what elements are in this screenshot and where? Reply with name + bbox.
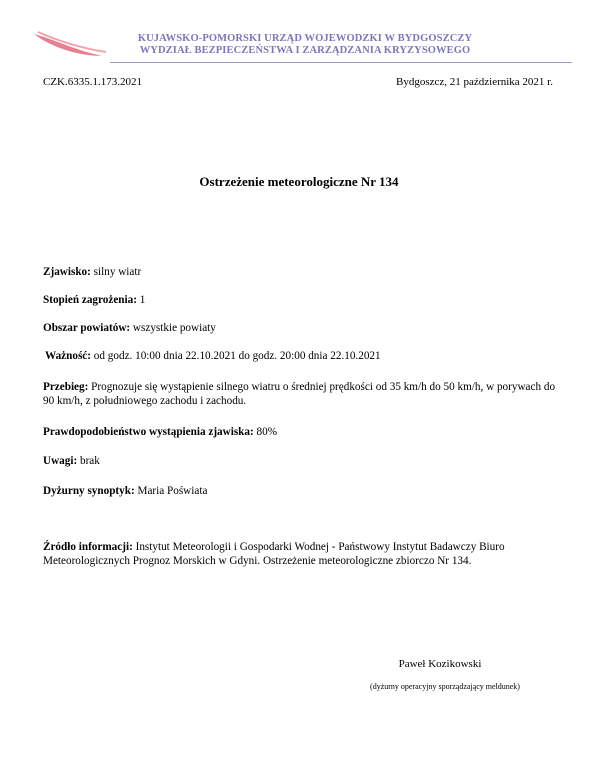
document-title: Ostrzeżenie meteorologiczne Nr 134 <box>199 174 399 189</box>
field-label: Dyżurny synoptyk: <box>43 485 135 497</box>
field-label: Obszar powiatów: <box>43 322 131 334</box>
reference-number: CZK.6335.1.173.2021 <box>43 76 142 88</box>
field-zjawisko <box>43 265 563 279</box>
field-uwagi <box>43 454 563 468</box>
header-office-name: KUJAWSKO-POMORSKI URZĄD WOJEWODZKI W BYDGOSZCZY <box>137 33 473 44</box>
field-zrodlo-informacji <box>43 540 553 568</box>
field-label: Źródło informacji: <box>43 541 133 553</box>
field-value: 1 <box>136 294 146 306</box>
office-logo-swoosh <box>30 28 110 64</box>
field-stopien-zagrozenia <box>43 293 563 307</box>
field-prawdopodobienstwo <box>43 425 563 439</box>
field-value: Instytut Meteorologii i Gospodarki Wodnej - Państwowy Instytut Badawczy Biuro Meteorologicznych Prognoz Morskich w Gdyni. Ostrzeżenie meteorologiczne zbiorczo Nr 134. <box>43 541 505 567</box>
field-value: wszystkie powiaty <box>130 322 216 334</box>
field-label: Zjawisko: <box>43 266 91 278</box>
field-przebieg <box>43 380 558 408</box>
field-value: silny wiatr <box>90 266 142 278</box>
field-value: Prognozuje się wystąpienie silnego wiatru o średniej prędkości od 35 km/h do 50 km/h, w porywach do 90 km/h, z południowego zachodu i zachodu. <box>43 381 556 407</box>
field-waznosc <box>45 349 565 363</box>
signature-name: Paweł Kozikowski <box>398 658 482 670</box>
field-label: Ważność: <box>45 350 91 362</box>
signature-role: (dyżurny operacyjny sporządzający meldunek) <box>370 682 520 691</box>
place-date: Bydgoszcz, 21 października 2021 r. <box>395 76 553 88</box>
field-value: od godz. 10:00 dnia 22.10.2021 do godz. 20:00 dnia 22.10.2021 <box>91 350 381 362</box>
field-value: Maria Poświata <box>134 485 208 497</box>
field-label: Stopień zagrożenia: <box>43 294 137 306</box>
header-department-name: WYDZIAŁ BEZPIECZEŃSTWA I ZARZĄDZANIA KRYZYSOWEGO <box>139 45 471 56</box>
field-label: Przebieg: <box>43 381 89 393</box>
field-label: Uwagi: <box>43 455 78 467</box>
field-dyzurny-synoptyk <box>43 484 563 498</box>
field-label: Prawdopodobieństwo wystąpienia zjawiska: <box>43 426 254 438</box>
field-value: 80% <box>253 426 278 438</box>
field-value: brak <box>77 455 100 467</box>
header-divider <box>110 62 572 63</box>
field-obszar-powiatow <box>43 321 563 335</box>
